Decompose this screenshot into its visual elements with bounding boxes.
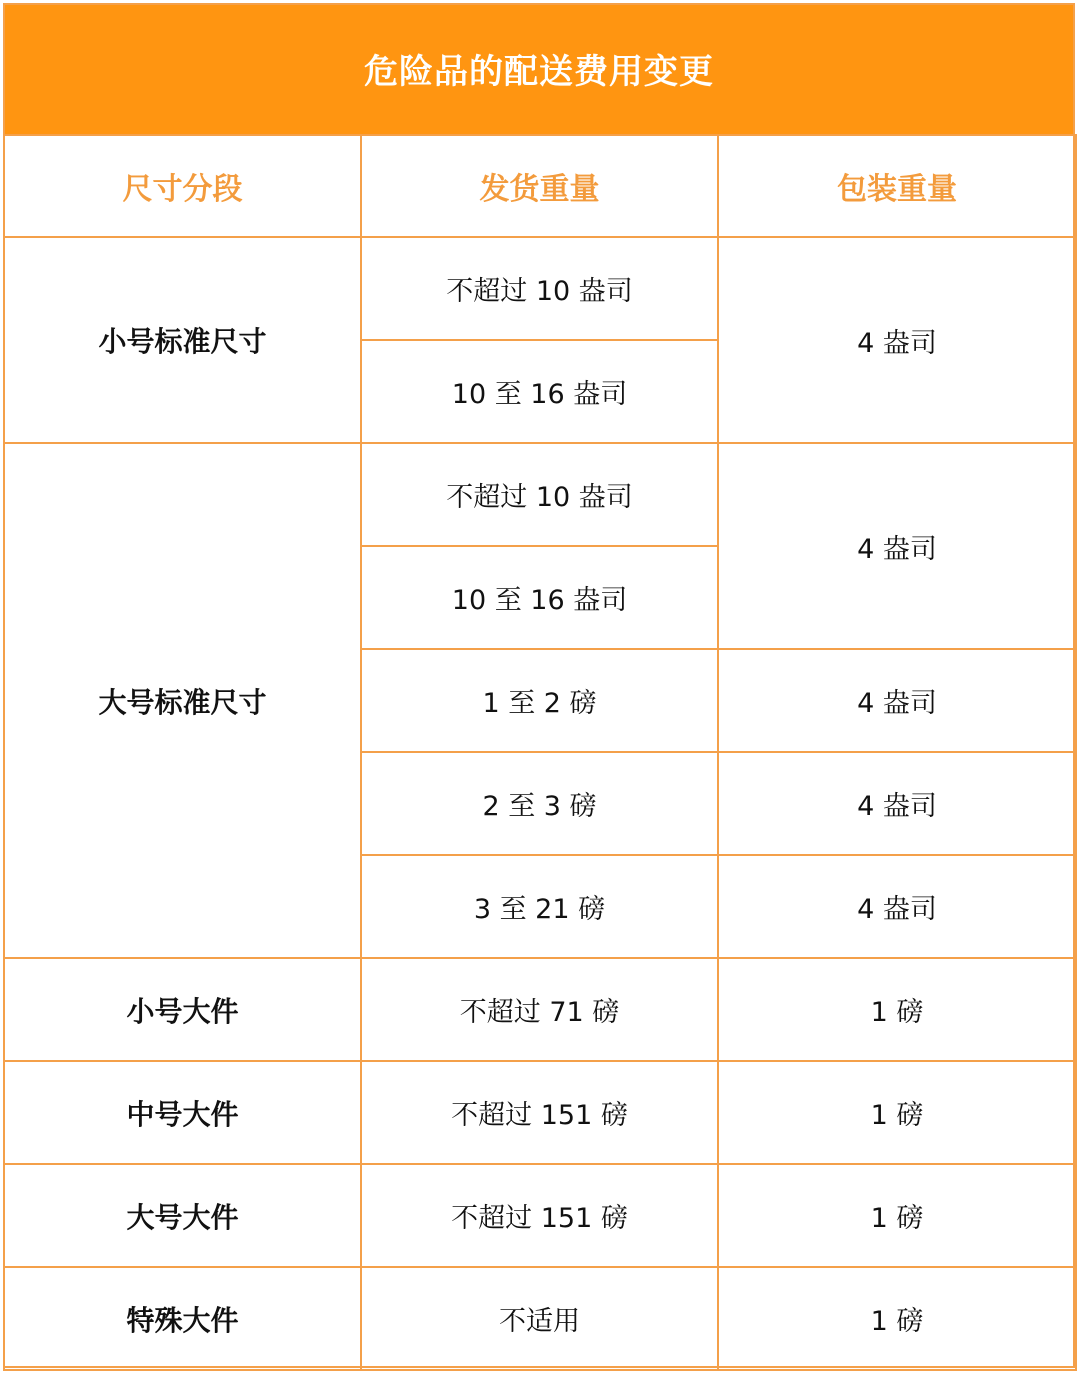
- ship-weight-cell: 10 至 16 盎司: [361, 546, 718, 649]
- size-tier-cell: 大号标准尺寸: [4, 443, 361, 958]
- ship-weight-cell: 不适用: [361, 1267, 718, 1370]
- ship-weight-cell: 不超过 10 盎司: [361, 237, 718, 340]
- pack-weight-cell: 1 磅: [718, 1267, 1076, 1370]
- pack-weight-cell: 4 盎司: [718, 752, 1076, 855]
- pack-weight-cell: 4 盎司: [718, 649, 1076, 752]
- header-size-tier: 尺寸分段: [4, 135, 361, 237]
- ship-weight-cell: 不超过 71 磅: [361, 958, 718, 1061]
- size-tier-cell: 中号大件: [4, 1061, 361, 1164]
- ship-weight-cell: 不超过 10 盎司: [361, 443, 718, 546]
- ship-weight-cell: 3 至 21 磅: [361, 855, 718, 958]
- ship-weight-cell: 不超过 151 磅: [361, 1061, 718, 1164]
- ship-weight-cell: 10 至 16 盎司: [361, 340, 718, 443]
- table-frame: [3, 3, 1075, 1368]
- pack-weight-cell: 1 磅: [718, 1164, 1076, 1267]
- size-tier-cell: 小号大件: [4, 958, 361, 1061]
- pack-weight-cell: 4 盎司: [718, 855, 1076, 958]
- ship-weight-cell: 不超过 151 磅: [361, 1164, 718, 1267]
- size-tier-cell: 大号大件: [4, 1164, 361, 1267]
- table-title: 危险品的配送费用变更: [3, 3, 1075, 134]
- size-tier-cell: 小号标准尺寸: [4, 237, 361, 443]
- ship-weight-cell: 2 至 3 磅: [361, 752, 718, 855]
- pack-weight-cell: 1 磅: [718, 1061, 1076, 1164]
- ship-weight-cell: 1 至 2 磅: [361, 649, 718, 752]
- header-pack-weight: 包装重量: [718, 135, 1076, 237]
- pack-weight-cell: 4 盎司: [718, 237, 1076, 443]
- pack-weight-cell: 1 磅: [718, 958, 1076, 1061]
- header-ship-weight: 发货重量: [361, 135, 718, 237]
- size-tier-cell: 特殊大件: [4, 1267, 361, 1370]
- pack-weight-cell: 4 盎司: [718, 443, 1076, 649]
